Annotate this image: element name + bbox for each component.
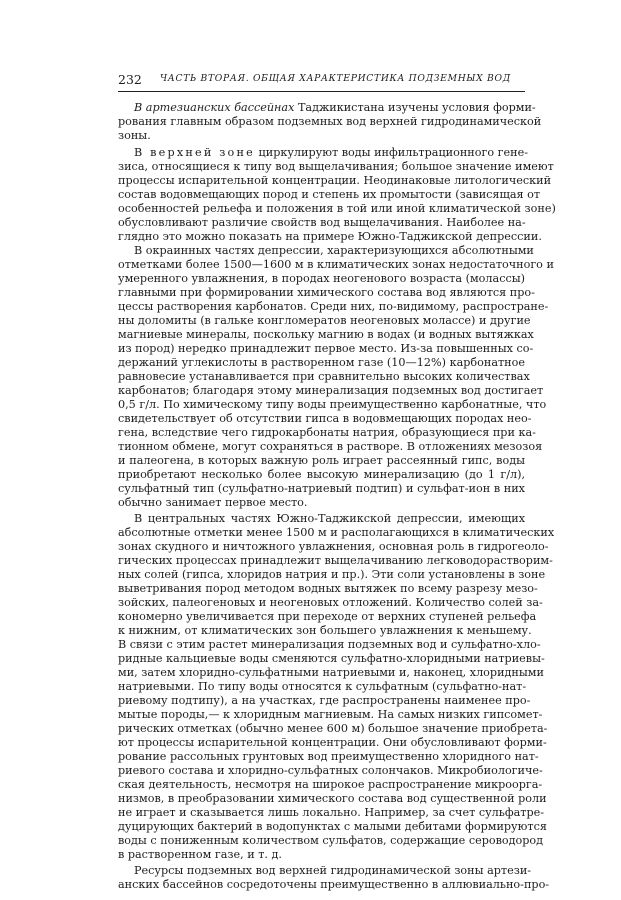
text-line: из пород) нередко принадлежит первое место. Из-за повышенных со- xyxy=(118,342,534,355)
text-line: рических отметках (обычно менее 600 м) большое значение приобрета- xyxy=(118,722,548,735)
text-line: ных солей (гипса, хлоридов натрия и пр.). Эти соли установлены в зоне xyxy=(118,568,546,581)
italic-run: В артезианских бассейнах xyxy=(134,101,295,114)
page-header xyxy=(118,72,525,88)
text-line: 0,5 г/л. По химическому типу воды преимущественно карбонатные, что xyxy=(118,398,547,411)
text-line: обычно занимает первое место. xyxy=(118,496,308,509)
text-line: равновесие устанавливается при сравнительно высоких количествах xyxy=(118,370,530,383)
spaced-run: В верхней зоне xyxy=(134,146,255,159)
text-line: В артезианских бассейнах Таджикистана изучены условия форми- xyxy=(134,101,536,114)
text-line: мытые породы,— к хлоридным магниевым. На самых низких гипсомет- xyxy=(118,708,543,721)
text-line: ская деятельность, несмотря на широкое распространение микроорга- xyxy=(118,778,543,791)
text-line: гических процессах принадлежит выщелачиванию легководорастворим- xyxy=(118,554,553,567)
text-line: цессы растворения карбонатов. Среди них, по-видимому, распростране- xyxy=(118,300,549,313)
text-line: риевого состава и хлоридно-сульфатных солончаков. Микробиологиче- xyxy=(118,764,543,777)
text-line: выветривания пород методом водных вытяжек по всему разрезу мезо- xyxy=(118,582,538,595)
text-line: ридные кальциевые воды сменяются сульфатно-хлоридными натриевы- xyxy=(118,652,545,665)
text-line: и палеогена, в которых важную роль играет рассеянный гипс, воды xyxy=(118,454,525,467)
text-line: к нижним, от климатических зон большего увлажнения к меньшему. xyxy=(118,624,532,637)
text-line: в растворенном газе, и т. д. xyxy=(118,848,282,861)
text-line: Ресурсы подземных вод верхней гидродинамической зоны артези- xyxy=(134,864,532,877)
text-line: В центральных частях Южно-Таджикской депрессии, имеющих xyxy=(134,512,525,525)
text-line: процессы испарительной концентрации. Неодинаковые литологический xyxy=(118,174,552,187)
text-line: В верхней зоне циркулируют воды инфильтрационного гене- xyxy=(134,146,528,159)
text-line: анских бассейнов сосредоточены преимущественно в аллювиально-про- xyxy=(118,878,550,891)
text-line: карбонатов; благодаря этому минерализация подземных вод достигает xyxy=(118,384,544,397)
running-title: ЧАСТЬ ВТОРАЯ. ОБЩАЯ ХАРАКТЕРИСТИКА ПОДЗЕМНЫХ ВОД xyxy=(160,73,511,84)
text-line: главными при формировании химического состава вод являются про- xyxy=(118,286,535,299)
text-line: свидетельствует об отсутствии гипса в водовмещающих породах нео- xyxy=(118,412,532,425)
text-line: ны доломиты (в гальке конгломератов неогеновых молассе) и другие xyxy=(118,314,531,327)
text-line: дуцирующих бактерий в водопунктах с малыми дебитами формируются xyxy=(118,820,547,833)
text-line: магниевые минералы, поскольку магнию в водах (и водных вытяжках xyxy=(118,328,534,341)
text-line: зоны. xyxy=(118,129,151,142)
text-line: держаний углекислоты в растворенном газе (10—12%) карбонатное xyxy=(118,356,525,369)
text-line: тионном обмене, могут сохраняться в растворе. В отложениях мезозоя xyxy=(118,440,543,453)
text-line: ми, затем хлоридно-сульфатными натриевыми и, наконец, хлоридными xyxy=(118,666,544,679)
text-line: сульфатный тип (сульфатно-натриевый подтип) и сульфат-ион в них xyxy=(118,482,525,495)
text-line: состав водовмещающих пород и степень их промытости (зависящая от xyxy=(118,188,541,201)
text-line: абсолютные отметки менее 1500 м и располагающихся в климатических xyxy=(118,526,555,539)
header-rule xyxy=(118,91,525,92)
text-line: натриевыми. По типу воды относятся к сульфатным (сульфатно-нат- xyxy=(118,680,527,693)
text-line: глядно это можно показать на примере Южно-Таджикской депрессии. xyxy=(118,230,542,243)
text-line: особенностей рельефа и положения в той или иной климатической зоне) xyxy=(118,202,556,215)
text-line: зойских, палеогеновых и неогеновых отложений. Количество солей за- xyxy=(118,596,543,609)
text-line: В связи с этим растет минерализация подземных вод и сульфатно-хло- xyxy=(118,638,541,651)
text-line: кономерно увеличивается при переходе от верхних ступеней рельефа xyxy=(118,610,537,623)
text-line: умеренного увлажнения, в породах неогенового возраста (молассы) xyxy=(118,272,525,285)
text-line: не играет и сказывается лишь локально. Например, за счет сульфатре- xyxy=(118,806,545,819)
text-line: отметками более 1500—1600 м в климатических зонах недостаточного и xyxy=(118,258,554,271)
text-line: воды с пониженным количеством сульфатов, содержащие сероводород xyxy=(118,834,544,847)
text-line: приобретают несколько более высокую минерализацию (до 1 г/л), xyxy=(118,468,525,481)
text-line: зиса, относящиеся к типу вод выщелачивания; большое значение имеют xyxy=(118,160,554,173)
text-line: ют процессы испарительной концентрации. Они обусловливают форми- xyxy=(118,736,547,749)
text-line: гена, вследствие чего гидрокарбонаты натрия, образующиеся при ка- xyxy=(118,426,536,439)
text-line: В окраинных частях депрессии, характеризующихся абсолютными xyxy=(134,244,534,257)
text-line: рования главным образом подземных вод верхней гидродинамической xyxy=(118,115,542,128)
page-number: 232 xyxy=(118,72,142,87)
text-line: низмов, в преобразовании химического состава вод существенной роли xyxy=(118,792,547,805)
text-line: зонах скудного и ничтожного увлажнения, основная роль в гидрогеоло- xyxy=(118,540,549,553)
text-line: обусловливают различие свойств вод выщелачивания. Наиболее на- xyxy=(118,216,526,229)
text-line: риевому подтипу), а на участках, где распространены наименее про- xyxy=(118,694,531,707)
text-line: рование рассольных грунтовых вод преимущественно хлоридного нат- xyxy=(118,750,539,763)
